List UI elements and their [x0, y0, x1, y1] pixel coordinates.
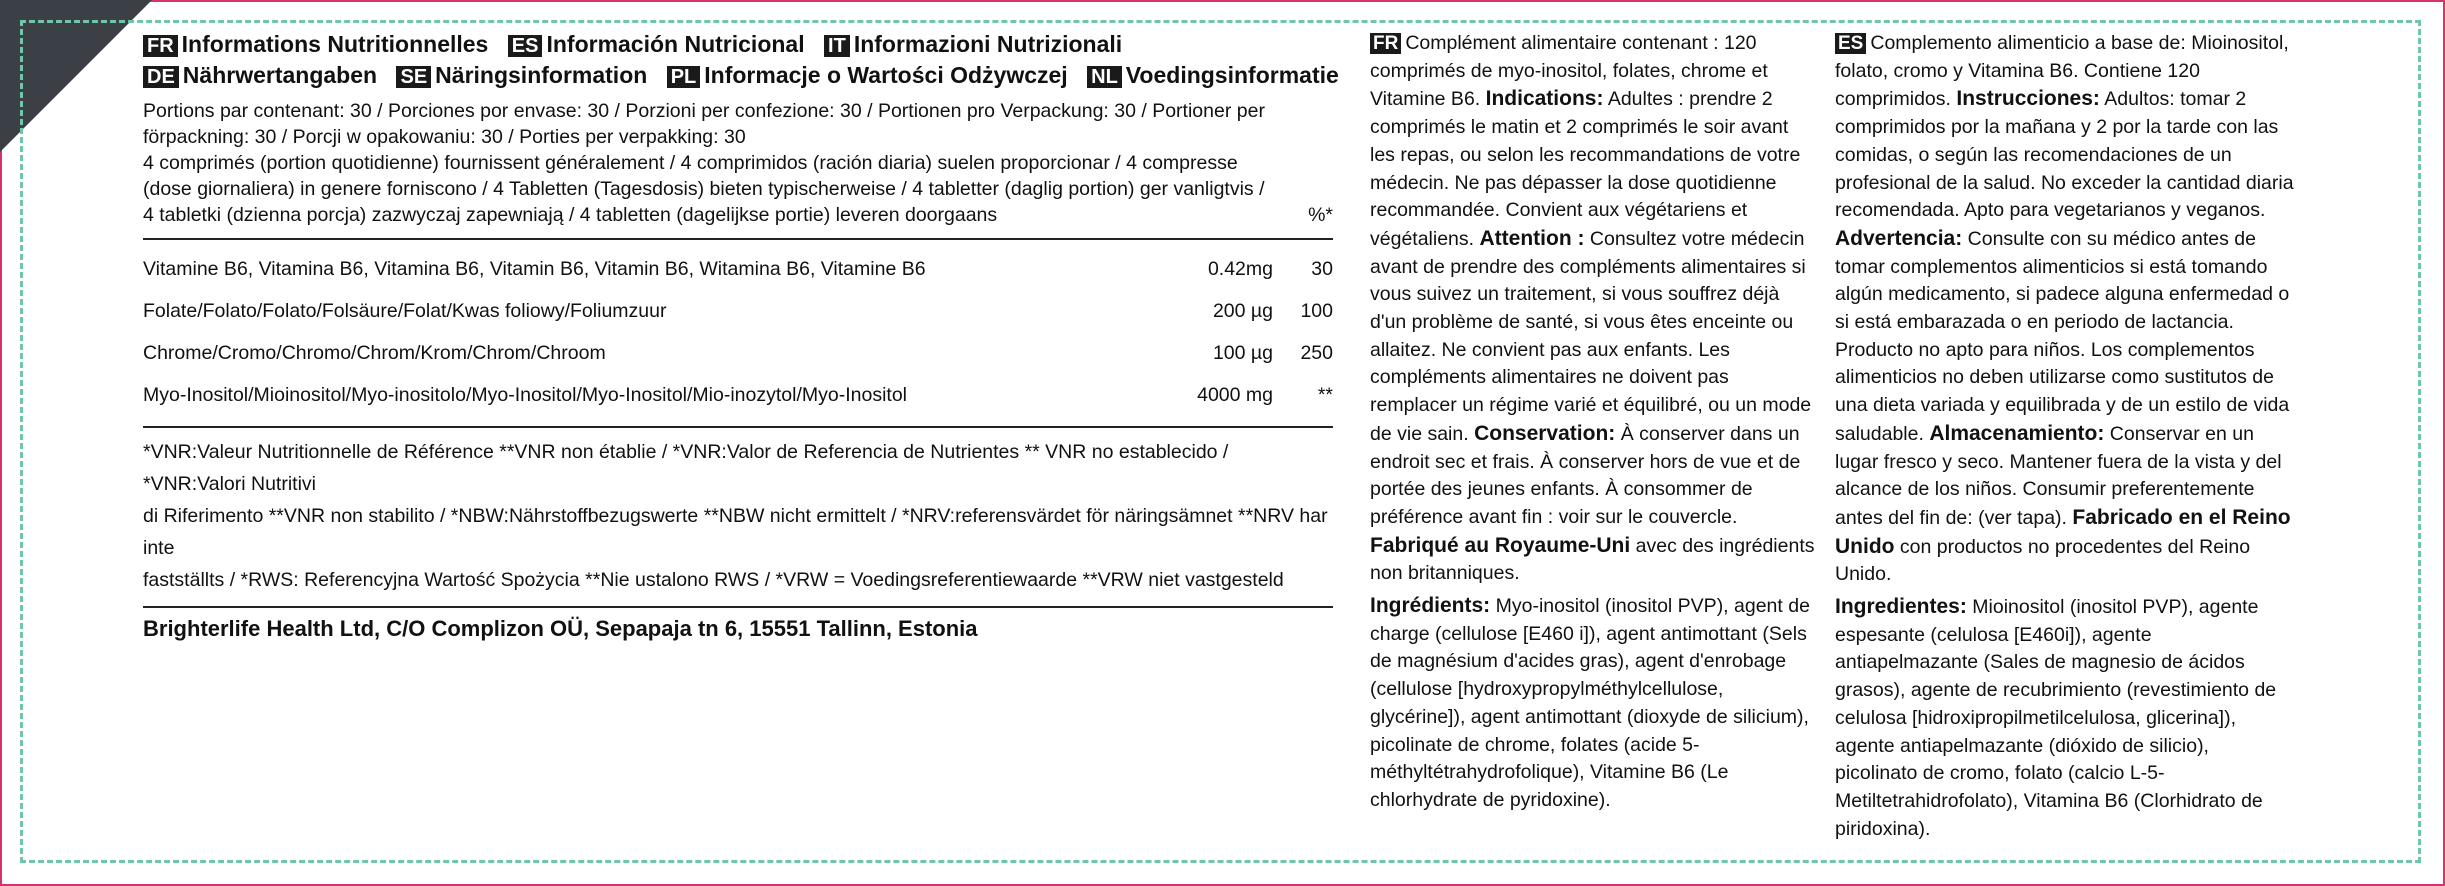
table-row — [143, 290, 1333, 332]
nutrient-name: Myo-Inositol/Mioinositol/Myo-inositolo/Myo-Inositol/Myo-Inositol/Mio-inozytol/Myo-Inositol — [143, 384, 908, 406]
nutrient-amount: 100 µg — [1212, 342, 1273, 364]
title-es: Información Nutricional — [546, 31, 805, 57]
es-ingredients-text: Mioinositol (inositol PVP), agente espesante (celulosa [E460i]), agente antiapelmazante (Sales de magnesio de ácidos grasos), agente de recubrimiento (revestimiento de celulosa [hidroxipropilmetilcelulosa, glicerina]), agente antiapelmazante (dióxido de silicio), picolinato de cromo, folato (calcio L-5-Metiltetrahidrofolato), Vitamina B6 (Clorhidrato de piridoxina). — [1835, 596, 2277, 840]
nutrition-panel — [143, 30, 1339, 642]
daily-dose-info — [143, 150, 1333, 228]
table-row — [143, 332, 1333, 374]
note-line: fastställts / *RWS: Referencyjna Wartość Spożycia **Nie ustalono RWS / *VRW = Voedingsreferentiewaarde **VRW niet vastgesteld — [143, 569, 1284, 591]
nutrient-reference-value: 100 — [1300, 300, 1333, 322]
nutrient-amount: 0.42mg — [1207, 258, 1273, 280]
es-warning-label: Advertencia: — [1835, 226, 1963, 250]
nutrient-reference-value: ** — [1317, 384, 1333, 406]
fr-ingredients-text: Myo-inositol (inositol PVP), agent de charge (cellulose [E460 i]), agent antimottant (Sels de magnésium d'acides gras), agent d'enrobage (cellulose [hydroxypropylméthylcellulose, glycérine]), agent antimottant (dioxyde de silicium), picolinate de chrome, folates (acide 5-méthyltétrahydrofolique), Vitamine B6 (Le chlorhydrate de pyridoxine). — [1370, 595, 1810, 811]
fr-conservation-label: Conservation: — [1474, 421, 1616, 445]
nutrition-table — [143, 248, 1333, 416]
portions-line: Portions par contenant: 30 / Porciones por envase: 30 / Porzioni per confezione: 30 / Portionen pro Verpackung: 30 / Portioner per — [143, 100, 1265, 122]
lang-badge-it: IT — [824, 35, 850, 57]
fr-attention-text: Consultez votre médecin avant de prendre des compléments alimentaires si vous suivez un traitement, si vous souffrez déjà d'un problème de santé, si vous êtes enceinte ou allaitez. Ne convient pas aux enfants. Les compléments alimentaires ne doivent pas remplacer un régime varié et équilibré, ou un mode de vie sain. — [1370, 227, 1812, 445]
fr-conservation-text: À conserver dans un endroit sec et frais. À conserver hors de vue et de portée des jeunes enfants. À consommer de préférence avant fin : voir sur le couvercle. — [1370, 422, 1801, 528]
divider — [143, 426, 1333, 428]
es-usage — [1835, 30, 2295, 589]
title-se: Näringsinformation — [435, 62, 648, 88]
percent-header: %* — [1308, 204, 1333, 226]
title-nl: Voedingsinformatie — [1125, 62, 1339, 88]
es-intro: Complemento alimenticio a base de: Mioinositol, folato, cromo y Vitamina B6. Contiene 120 comprimidos. — [1835, 32, 2289, 111]
nutrient-amount: 4000 mg — [1197, 384, 1273, 406]
fr-origin-label: Fabriqué au Royaume-Uni — [1370, 533, 1631, 557]
note-line: di Riferimento **VNR non stabilito / *NBW:Nährstoffbezugswerte **NBW nicht ermittelt / *NRV:referensvärdet för näringsämnet **NRV har inte — [143, 505, 1328, 559]
fr-indications-label: Indications: — [1485, 87, 1604, 111]
title-it: Informazioni Nutrizionali — [853, 31, 1123, 57]
es-origin-label: Fabricado en el Reino Unido — [1835, 505, 2291, 558]
dose-line: 4 comprimés (portion quotidienne) fournissent généralement / 4 comprimidos (ración diaria) suelen proporcionar / 4 compresse — [143, 152, 1238, 174]
nutrition-titles — [143, 30, 1339, 92]
company-address: Brighterlife Health Ltd, C/O Complizon OÜ, Sepapaja tn 6, 15551 Tallinn, Estonia — [143, 616, 978, 641]
dose-line: 4 tabletki (dzienna porcja) zazwyczaj zapewniają / 4 tabletten (dagelijkse portie) leveren doorgaans — [143, 204, 998, 226]
reference-notes — [143, 436, 1333, 596]
title-de: Nährwertangaben — [182, 62, 378, 88]
nutrient-name: Chrome/Cromo/Chromo/Chrom/Krom/Chrom/Chroom — [143, 342, 606, 364]
lang-badge-fr: FR — [1370, 33, 1401, 54]
nutrient-name: Folate/Folato/Folato/Folsäure/Folat/Kwas foliowy/Foliumzuur — [143, 300, 667, 322]
portions-info — [143, 98, 1333, 150]
fr-usage — [1370, 30, 1815, 588]
nutrient-reference-value: 250 — [1300, 342, 1333, 364]
fr-origin-text: avec des ingrédients non britanniques. — [1370, 534, 1815, 585]
divider — [143, 606, 1333, 608]
title-pl: Informacje o Wartości Odżywczej — [704, 62, 1068, 88]
fr-indications-text: Adultes : prendre 2 comprimés le matin et 2 comprimés le soir avant les repas, ou selon les recommandations de votre médecin. Ne pas dépasser la dose quotidienne recommandée. Convient aux végétariens et végétaliens. — [1370, 88, 1801, 250]
lang-badge-es: ES — [1835, 33, 1866, 54]
french-text-column — [1370, 30, 1815, 815]
es-origin-text: con productos no procedentes del Reino Unido. — [1835, 535, 2251, 586]
es-storage-label: Almacenamiento: — [1929, 421, 2105, 445]
es-ingredients — [1835, 593, 2295, 843]
fr-attention-label: Attention : — [1479, 226, 1585, 250]
portions-line: förpackning: 30 / Porcji w opakowaniu: 30 / Porties per verpakking: 30 — [143, 126, 746, 148]
es-warning-text: Consulte con su médico antes de tomar complementos alimenticios si está tomando algún medicamento, si padece alguna enfermedad o si está embarazada o en periodo de lactancia. Producto no apto para niños. Los complementos alimenticios no deben utilizarse como sustitutos de una dieta variada y equilibrada y de un estilo de vida saludable. — [1835, 227, 2290, 445]
es-ingredients-label: Ingredientes: — [1835, 595, 1967, 619]
lang-badge-nl: NL — [1087, 66, 1122, 88]
lang-badge-pl: PL — [667, 66, 701, 88]
fr-intro: Complément alimentaire contenant : 120 comprimés de myo-inositol, folates, chrome et Vitamine B6. — [1370, 32, 1768, 111]
table-row — [143, 248, 1333, 290]
fr-ingredients — [1370, 592, 1815, 815]
spanish-text-column — [1835, 30, 2295, 843]
lang-badge-fr: FR — [143, 35, 178, 57]
es-instructions-label: Instrucciones: — [1956, 87, 2100, 111]
lang-badge-es: ES — [508, 35, 543, 57]
divider — [143, 238, 1333, 240]
fr-ingredients-label: Ingrédients: — [1370, 594, 1491, 618]
lang-badge-se: SE — [396, 66, 431, 88]
es-storage-text: Conservar en un lugar fresco y seco. Mantener fuera de la vista y del alcance de los niños. Consumir preferentemente antes del fin de: (ver tapa). — [1835, 422, 2282, 529]
es-instructions-text: Adultos: tomar 2 comprimidos por la mañana y 2 por la tarde con las comidas, o según las recomendaciones de un profesional de la salud. No exceder la cantidad diaria recomendada. Apto para vegetarianos y veganos. — [1835, 88, 2294, 222]
dose-line: (dose giornaliera) in genere forniscono / 4 Tabletten (Tagesdosis) bieten typischerweise / 4 tabletter (daglig portion) ger vanligtvis / — [143, 178, 1265, 200]
table-row — [143, 374, 1333, 416]
lang-badge-de: DE — [143, 66, 179, 88]
nutrient-name: Vitamine B6, Vitamina B6, Vitamina B6, Vitamin B6, Vitamin B6, Witamina B6, Vitamine B6 — [143, 258, 926, 280]
nutrient-reference-value: 30 — [1311, 258, 1333, 280]
note-line: *VNR:Valeur Nutritionnelle de Référence **VNR non établie / *VNR:Valor de Referencia de Nutrientes ** VNR no establecido / *VNR:Valori Nutritivi — [143, 441, 1229, 495]
title-fr: Informations Nutritionnelles — [181, 31, 489, 57]
nutrient-amount: 200 µg — [1212, 300, 1273, 322]
